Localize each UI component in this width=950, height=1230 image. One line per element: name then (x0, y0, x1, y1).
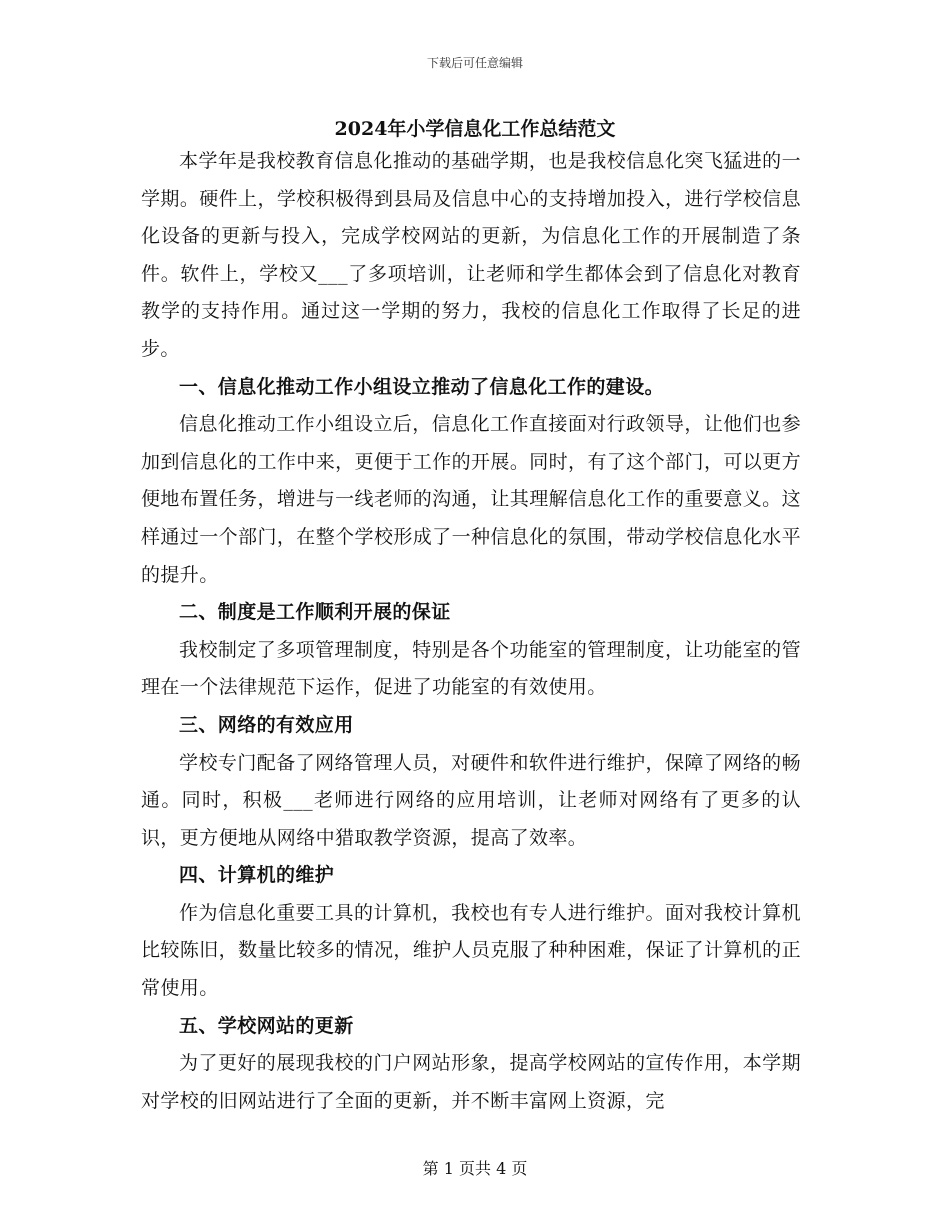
section-heading-5: 五、学校网站的更新 (179, 1014, 354, 1037)
page-footer (0, 1156, 950, 1179)
section-heading-4: 四、计算机的维护 (179, 864, 335, 887)
document-title: 2024年小学信息化工作总结范文 (334, 118, 616, 140)
section-heading-1: 一、信息化推动工作小组设立推动了信息化工作的建设。 (179, 375, 665, 398)
section-body-2: 我校制定了多项管理制度，特别是各个功能室的管理制度，让功能室的管理在一个法律规范下运作，促进了功能室的有效使用。 (141, 638, 801, 699)
section-heading-3: 三、网络的有效应用 (179, 713, 354, 736)
intro-paragraph: 本学年是我校教育信息化推动的基础学期，也是我校信息化突飞猛进的一学期。硬件上，学校积极得到县局及信息中心的支持增加投入，进行学校信息化设备的更新与投入，完成学校网站的更新，为信息化工作的开展制造了条件。软件上，学校又___了多项培训，让老师和学生都体会到了信息化对教育教学的支持作用。通过这一学期的努力，我校的信息化工作取得了长足的进步。 (141, 150, 801, 360)
section-heading-2: 二、制度是工作顺利开展的保证 (179, 601, 451, 624)
section-body-3: 学校专门配备了网络管理人员，对硬件和软件进行维护，保障了网络的畅通。同时，积极___老师进行网络的应用培训，让老师对网络有了更多的认识，更方便地从网络中猎取教学资源，提高了效率。 (141, 751, 801, 849)
document-body (141, 143, 801, 1120)
page-number-label: 第 1 页共 4 页 (422, 1159, 528, 1178)
section-body-1: 信息化推动工作小组设立后，信息化工作直接面对行政领导，让他们也参加到信息化的工作中来，更便于工作的开展。同时，有了这个部门，可以更方便地布置任务，增进与一线老师的沟通，让其理解信息化工作的重要意义。这样通过一个部门，在整个学校形成了一种信息化的氛围，带动学校信息化水平的提升。 (141, 413, 801, 586)
section-body-5: 为了更好的展现我校的门户网站形象，提高学校网站的宣传作用，本学期对学校的旧网站进行了全面的更新，并不断丰富网上资源，完 (141, 1052, 801, 1112)
header-note: 下载后可任意编辑 (426, 56, 523, 70)
section-body-4: 作为信息化重要工具的计算机，我校也有专人进行维护。面对我校计算机比较陈旧，数量比较多的情况，维护人员克服了种种困难，保证了计算机的正常使用。 (141, 901, 801, 1000)
